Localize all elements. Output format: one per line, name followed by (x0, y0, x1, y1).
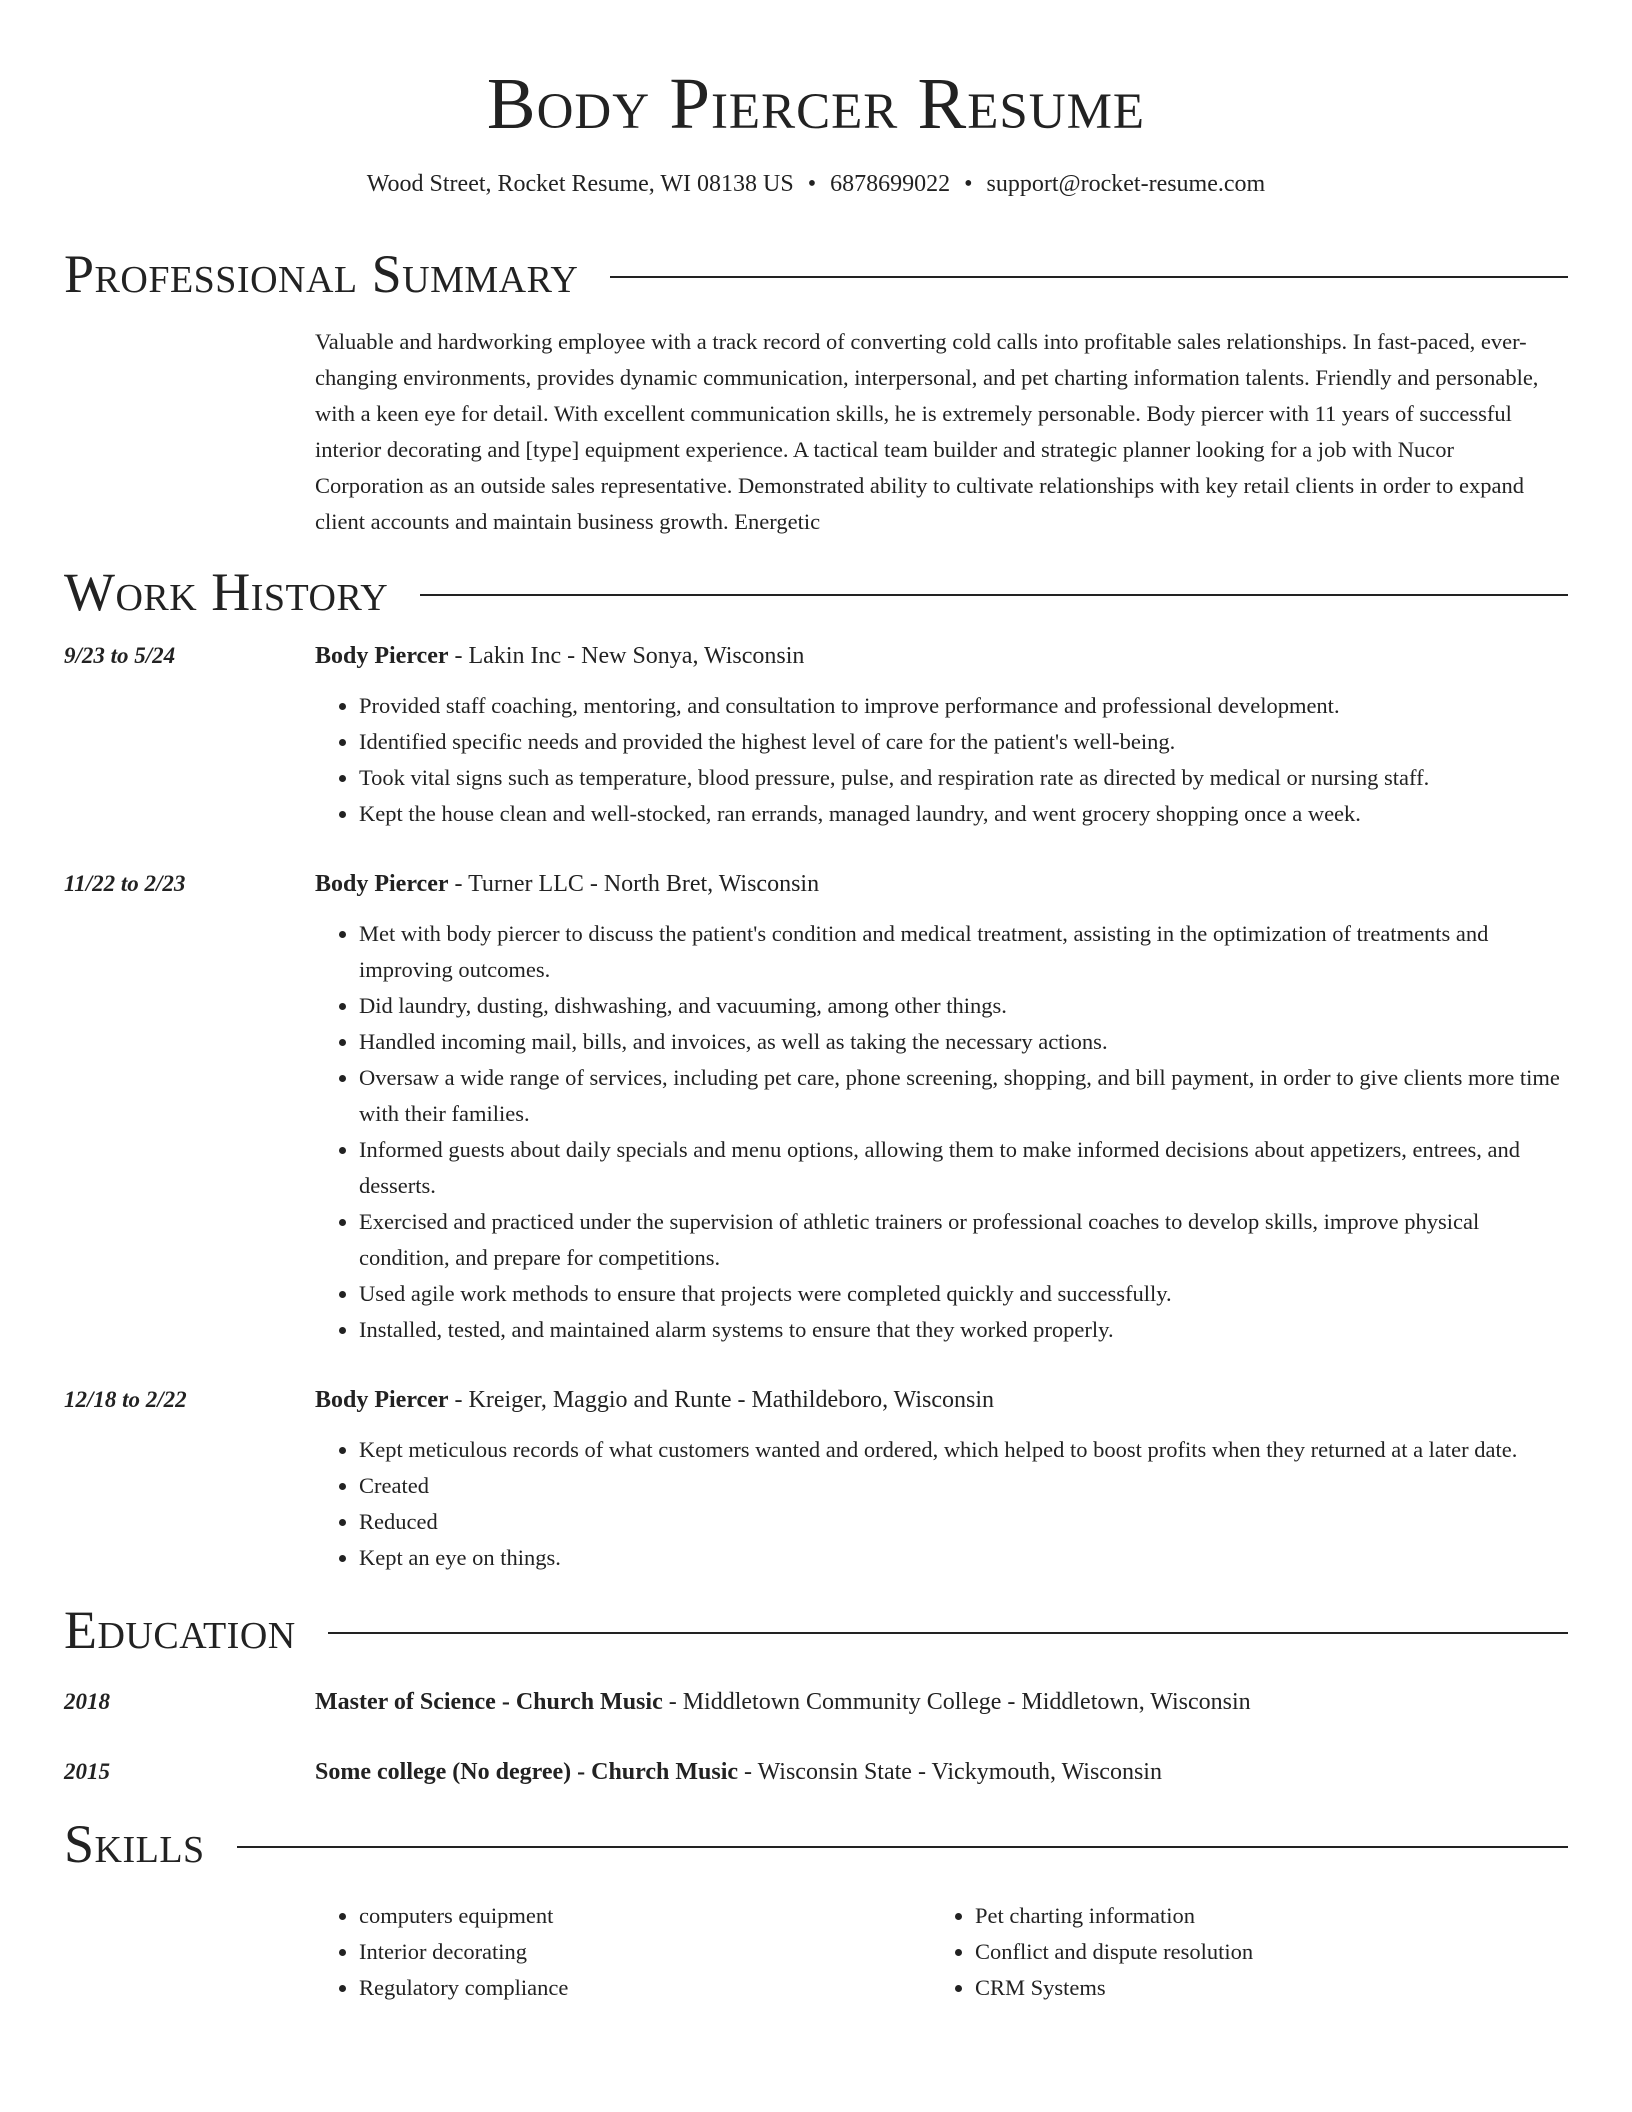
contact-email: support@rocket-resume.com (986, 171, 1266, 197)
education-year: 2018 (64, 1689, 110, 1714)
list-item: • Used agile work methods to ensure that projects were completed quickly and successfully. (359, 1276, 1568, 1312)
job-heading (315, 1382, 1568, 1418)
summary-section-header (64, 242, 1568, 306)
list-item: • Handled incoming mail, bills, and invoices, as well as taking the necessary actions. (359, 1024, 1568, 1060)
work-section-header (64, 560, 1568, 624)
contact-phone: 6878699022 (830, 171, 951, 197)
work-entry (64, 638, 1568, 832)
skill-item: • CRM Systems (975, 1970, 1547, 2006)
section-divider (610, 276, 1568, 278)
work-dates: 11/22 to 2/23 (64, 871, 186, 896)
job-title: Body Piercer (315, 643, 449, 669)
list-item: • Oversaw a wide range of services, including pet care, phone screening, shopping, and bill payment, in order to give clients more time with their families. (359, 1060, 1568, 1132)
job-details: - Lakin Inc - New Sonya, Wisconsin (448, 643, 805, 669)
section-divider (328, 1632, 1568, 1634)
skills-section-title: Skills (64, 1814, 205, 1874)
list-item: • Did laundry, dusting, dishwashing, and vacuuming, among other things. (359, 988, 1568, 1024)
summary-text: Valuable and hardworking employee with a track record of converting cold calls into profitable sales relationships. In fast-paced, ever-changing environments, provides dynamic communication, interpersonal, and pet charting information talents. Friendly and personable, with a keen eye for detail. With excellent communication skills, he is extremely personable. Body piercer with 11 years of successful interior decorating and [type] equipment experience. A tactical team builder and strategic planner looking for a job with Nucor Corporation as an outside sales representative. Demonstrated ability to cultivate relationships with key retail clients in order to expand client accounts and maintain business growth. Energetic (315, 329, 1539, 534)
skill-item: • Interior decorating (359, 1934, 931, 1970)
job-heading (315, 866, 1568, 902)
list-item: • Provided staff coaching, mentoring, and consultation to improve performance and professional development. (359, 688, 1568, 724)
list-item: • Kept an eye on things. (359, 1540, 1568, 1576)
job-title: Body Piercer (315, 1387, 449, 1413)
skill-item: • Regulatory compliance (359, 1970, 931, 2006)
list-item: • Identified specific needs and provided the highest level of care for the patient's well-being. (359, 724, 1568, 760)
contact-separator: • (807, 171, 817, 197)
contact-separator: • (964, 171, 973, 197)
skills-section-header (64, 1812, 1568, 1876)
job-bullets (315, 688, 1568, 832)
education-section-title: Education (64, 1600, 296, 1660)
list-item: • Reduced (359, 1504, 1568, 1540)
job-details: - Kreiger, Maggio and Runte - Mathildeboro, Wisconsin (448, 1387, 995, 1413)
job-details: - Turner LLC - North Bret, Wisconsin (448, 871, 820, 897)
list-item: • Met with body piercer to discuss the patient's condition and medical treatment, assisting in the optimization of treatments and improving outcomes. (359, 916, 1568, 988)
list-item: • Kept meticulous records of what customers wanted and ordered, which helped to boost profits when they returned at a later date. (359, 1432, 1568, 1468)
resume-title: Body Piercer Resume (486, 63, 1146, 144)
skills-column-right (931, 1898, 1547, 2006)
education-degree: Some college (No degree) - Church Music (315, 1759, 739, 1785)
contact-line (64, 168, 1568, 200)
job-heading (315, 638, 1568, 674)
skill-item: • Conflict and dispute resolution (975, 1934, 1547, 1970)
job-bullets (315, 1432, 1568, 1576)
list-item: • Installed, tested, and maintained alarm systems to ensure that they worked properly. (359, 1312, 1568, 1348)
work-dates: 12/18 to 2/22 (64, 1387, 187, 1412)
education-details: - Wisconsin State - Vickymouth, Wisconsin (738, 1759, 1162, 1785)
list-item: • Took vital signs such as temperature, blood pressure, pulse, and respiration rate as directed by medical or nursing staff. (359, 760, 1568, 796)
education-degree: Master of Science - Church Music (315, 1689, 663, 1715)
education-section-header (64, 1598, 1568, 1662)
work-dates: 9/23 to 5/24 (64, 643, 176, 668)
section-divider (237, 1846, 1568, 1848)
education-year: 2015 (64, 1759, 110, 1784)
list-item: • Kept the house clean and well-stocked, ran errands, managed laundry, and went grocery shopping once a week. (359, 796, 1568, 832)
work-section-title: Work History (64, 562, 389, 622)
job-title: Body Piercer (315, 871, 449, 897)
work-entry (64, 866, 1568, 1348)
skill-item: • Pet charting information (975, 1898, 1547, 1934)
contact-address: Wood Street, Rocket Resume, WI 08138 US (366, 171, 794, 197)
list-item: • Created (359, 1468, 1568, 1504)
section-divider (420, 594, 1568, 596)
education-entry (64, 1754, 1568, 1790)
skills-list (315, 1898, 1568, 2006)
education-details: - Middletown Community College - Middletown, Wisconsin (662, 1689, 1251, 1715)
work-entry (64, 1382, 1568, 1576)
list-item: • Informed guests about daily specials and menu options, allowing them to make informed decisions about appetizers, entrees, and desserts. (359, 1132, 1568, 1204)
skills-column-left (315, 1898, 931, 2006)
education-entry (64, 1684, 1568, 1720)
skill-item: • computers equipment (359, 1898, 931, 1934)
job-bullets (315, 916, 1568, 1348)
summary-section-title: Professional Summary (64, 244, 579, 304)
list-item: • Exercised and practiced under the supervision of athletic trainers or professional coaches to develop skills, improve physical condition, and prepare for competitions. (359, 1204, 1568, 1276)
